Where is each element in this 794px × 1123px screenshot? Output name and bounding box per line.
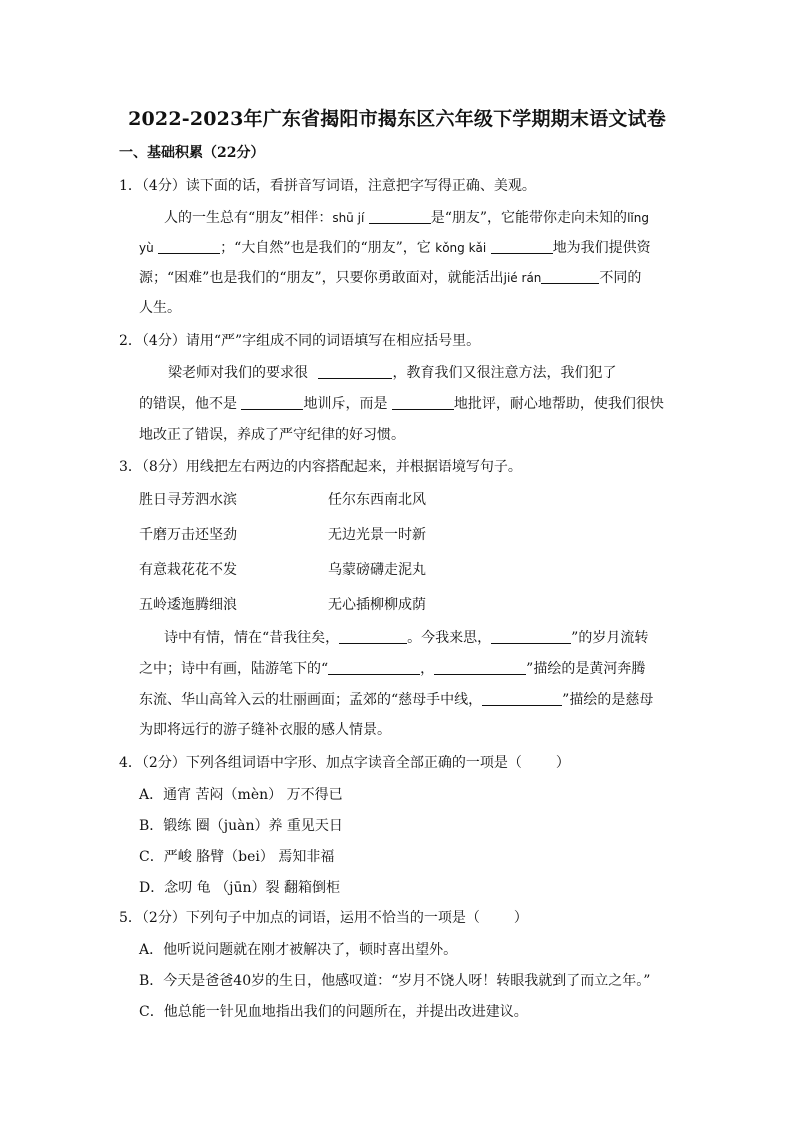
q2-text: 梁老师对我们的要求很	[168, 365, 308, 381]
answer-blank[interactable]	[491, 629, 571, 644]
answer-blank[interactable]	[328, 660, 420, 675]
match-right-item: 任尔东西南北风	[328, 492, 426, 508]
answer-blank[interactable]	[541, 269, 599, 284]
q4-option-d[interactable]: D．念叨 龟 （jūn）裂 翻箱倒柜	[139, 880, 340, 896]
q2-line2	[139, 394, 664, 414]
q2-text: 地批评，耐心地帮助，使我们很快	[453, 396, 664, 412]
q1-text: 地为我们提供资	[552, 240, 651, 256]
q1-line3	[139, 268, 641, 288]
q1-text: 人的一生总有“朋友”相伴：	[164, 210, 333, 226]
q3-text: 东流、华山高耸入云的壮丽画面；孟郊的“慈母手中线，	[139, 692, 483, 708]
q3-text: 之中；诗中有画，陆游笔下的“	[139, 661, 329, 677]
q5-text: ）	[513, 910, 528, 926]
q1-line2	[139, 238, 651, 258]
answer-blank[interactable]	[241, 395, 303, 410]
q1-line4: 人生。	[139, 300, 181, 316]
answer-blank[interactable]	[392, 395, 454, 410]
q3-para-line3	[139, 690, 653, 710]
q3-text: ”描绘的是黄河奔腾	[526, 661, 646, 677]
q3-text: ，	[420, 661, 435, 677]
q3-para-line2	[139, 659, 645, 679]
answer-blank[interactable]	[339, 629, 407, 644]
q4-option-a[interactable]: A．通宵 苦闷（mèn） 万不得已	[139, 787, 343, 803]
q3-text: 诗中有情，情在“昔我往矣，	[164, 630, 340, 646]
pinyin: lǐng	[627, 211, 649, 225]
q2-stem: 2．（4分）请用“严”字组成不同的词语填写在相应括号里。	[119, 333, 481, 349]
match-right-item: 乌蒙磅礴走泥丸	[328, 562, 426, 578]
answer-blank[interactable]	[369, 209, 431, 224]
q1-text: ；“大自然”也是我们的“朋友”，它	[220, 240, 431, 256]
answer-blank[interactable]	[491, 239, 553, 254]
q3-text: 。今我来思，	[407, 630, 492, 646]
match-left-item: 胜日寻芳泗水滨	[139, 492, 237, 508]
q5-option-a[interactable]: A．他听说问题就在刚才被解决了，顿时喜出望外。	[139, 942, 458, 958]
q3-text: ”描绘的是慈母	[562, 692, 654, 708]
pinyin: shū jí	[332, 211, 365, 225]
exam-title: 2022-2023年广东省揭阳市揭东区六年级下学期期末语文试卷	[128, 108, 666, 130]
q3-text: ”的岁月流转	[571, 630, 649, 646]
answer-blank[interactable]	[158, 239, 220, 254]
q3-stem: 3．（8分）用线把左右两边的内容搭配起来，并根据语境写句子。	[119, 459, 522, 475]
q1-line1	[164, 208, 649, 228]
q5-option-b[interactable]: B．今天是爸爸40岁的生日，他感叹道：“岁月不饶人呀！转眼我就到了而立之年。”	[139, 973, 651, 989]
q4-option-c[interactable]: C．严峻 胳臂（bei） 焉知非福	[139, 849, 335, 865]
answer-blank[interactable]	[318, 364, 392, 379]
pinyin: yù	[139, 241, 154, 255]
q5-stem	[119, 908, 528, 928]
q2-text: 的错误，他不是	[139, 396, 237, 412]
q1-stem: 1．（4分）读下面的话，看拼音写词语，注意把字写得正确、美观。	[119, 178, 536, 194]
answer-blank[interactable]	[434, 660, 526, 675]
section-heading: 一、基础积累（22分）	[119, 145, 265, 161]
pinyin: jié rán	[503, 271, 542, 285]
q4-text: ）	[555, 755, 570, 771]
match-right-item: 无边光景一时新	[328, 527, 426, 543]
pinyin: kǒng kǎi	[435, 241, 487, 255]
match-left-item: 千磨万击还坚劲	[139, 527, 237, 543]
q5-option-c[interactable]: C．他总能一针见血地指出我们的问题所在，并提出改进建议。	[139, 1004, 528, 1020]
q1-text: 是“朋友”，它能带你走向未知的	[430, 210, 628, 226]
q3-para-line4: 为即将远行的游子缝补衣服的感人情景。	[139, 722, 391, 738]
q5-text: 5．（2分）下列句子中加点的词语，运用不恰当的一项是（	[119, 910, 480, 926]
q2-line1	[168, 363, 616, 383]
answer-blank[interactable]	[482, 691, 562, 706]
q1-text: 不同的	[599, 270, 642, 286]
q2-text: ，教育我们又很注意方法，我们犯了	[392, 365, 617, 381]
q2-line3: 地改正了错误，养成了严守纪律的好习惯。	[139, 427, 405, 443]
q4-stem	[119, 753, 570, 773]
q4-text: 4．（2分）下列各组词语中字形、加点字读音全部正确的一项是（	[119, 755, 522, 771]
match-left-item: 有意栽花花不发	[139, 562, 237, 578]
match-right-item: 无心插柳柳成荫	[328, 597, 426, 613]
q4-option-b[interactable]: B．锻练 圈（juàn）养 重见天日	[139, 818, 343, 834]
q2-text: 地训斥，而是	[303, 396, 388, 412]
q3-para-line1	[164, 628, 648, 648]
match-left-item: 五岭逶迤腾细浪	[139, 597, 237, 613]
q1-text: 源；“困难”也是我们的“朋友”，只要你勇敢面对，就能活出	[139, 270, 504, 286]
